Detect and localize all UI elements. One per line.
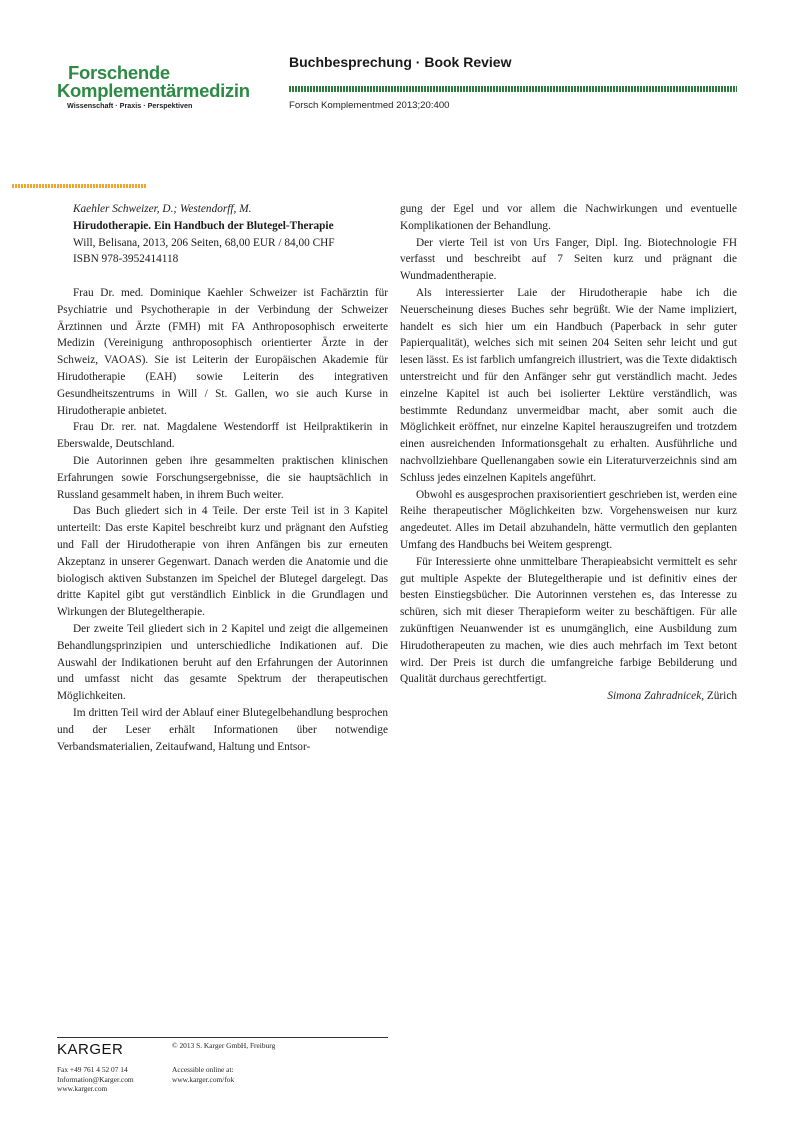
journal-logo-line2: Komplementärmedizin (57, 80, 250, 101)
paragraph: Der vierte Teil ist von Urs Fanger, Dipl. Ing. Biotechnologie FH verfasst und beschreibt auf 7 Seiten kurz und prägnant die Wundmadentherapie. (400, 236, 737, 283)
copyright: © 2013 S. Karger GmbH, Freiburg (172, 1041, 276, 1050)
paragraph: Der zweite Teil gliedert sich in 2 Kapitel und zeigt die allgemeinen Behandlungsprinzipien und unterschiedliche Indikationen auf. Die Auswahl der Indikationen beruht auf den Erfahrungen der Autorinnen und umfasst nicht das gesamte Spektrum der therapeutischen Möglichkeiten. (57, 622, 388, 703)
paragraph: Im dritten Teil wird der Ablauf einer Blutegelbehandlung besprochen und der Leser erhält Informationen über notwendige Verbandsmaterialien, Zeitaufwand, Haltung und Entsor- (57, 706, 388, 753)
paragraph: Obwohl es ausgesprochen praxisorientiert geschrieben ist, werden eine Reihe therapeutischer Möglichkeiten bzw. Vorgehensweisen nur kurz angedeutet. Alles im Detail abzuhandeln, hätte vermutlich den geplanten Umfang des Handbuchs bei Weitem gesprengt. (400, 488, 737, 551)
paragraph: Frau Dr. med. Dominique Kaehler Schweizer ist Fachärztin für Psychiatrie und Psychotherapie in der Verbindung der Schweizer Ärztinnen und Ärzte (FMH) mit FA Anthroposophisch erweiterte Medizin (Vereinigung anthroposophisch orientierter Ärzte in der Schweiz, VAOAS). Sie ist Leiterin der Europäischen Akademie für Hirudotherapie (EAH) sowie Leiterin des integrativen Gesundheitszentrums in Will / St. Gallen, wo sie auch Kurse in Hirudotherapie anbietet. (57, 286, 388, 417)
accessible-url-link[interactable]: www.karger.com/fok (172, 1074, 235, 1084)
publisher-logo: KARGER (57, 1041, 124, 1058)
section-title: Buchbesprechung · Book Review (289, 54, 512, 70)
footer-rule (57, 1037, 388, 1038)
journal-citation: Forsch Komplementmed 2013;20:400 (289, 100, 450, 111)
paragraph: Die Autorinnen geben ihre gesammelten praktischen klinischen Erfahrungen sowie Forschungsergebnisse, die sie hauptsächlich in Russland gesammelt haben, in ihrem Buch weiter. (57, 454, 388, 501)
book-title: Hirudotherapie. Ein Handbuch der Blutegel-Therapie (73, 219, 334, 232)
reviewer-name: Simona Zahradnicek, (607, 690, 705, 703)
book-reference (57, 201, 388, 268)
paragraph-continuation: gung der Egel und vor allem die Nachwirkungen und eventuelle Komplikationen der Behandlung. (400, 203, 737, 232)
paragraph: Frau Dr. rer. nat. Magdalene Westendorff ist Heilpraktikerin in Eberswalde, Deutschland. (57, 421, 388, 451)
reviewer-place: Zürich (706, 690, 737, 703)
book-isbn: ISBN 978-3952414118 (73, 253, 179, 266)
book-authors: Kaehler Schweizer, D.; Westendorff, M. (73, 203, 252, 215)
reviewer-signature (400, 688, 737, 705)
email-link[interactable]: Information@Karger.com (57, 1074, 134, 1084)
paragraph: Das Buch gliedert sich in 4 Teile. Der erste Teil ist in 3 Kapitel unterteilt: Das erste Kapitel beschreibt kurz und prägnant den Aufstieg und Fall der Hirudotherapie von ihren Anfängen bis zur erneuten Akzeptanz in unserer Gegenwart. Danach werden die Anatomie und die biologisch aktiven Substanzen im Speichel der Blutegel dargelegt. Das dritte Kapitel gibt gut verständlich Einblick in die Grundlagen und Wirkungen der Blutegeltherapie. (57, 505, 388, 619)
journal-logo-line1: Forschende (68, 62, 170, 83)
left-column (57, 201, 388, 755)
paragraph: Für Interessierte ohne unmittelbare Therapieabsicht vermittelt es sehr gut multiple Aspekte der Blutegeltherapie und ist definitiv eines der besten Einstiegsbücher. Die Autorinnen verstehen es, das Interesse zu schüren, sich mit dieser Therapieform weiter zu beschäftigen. Für alle zukünftigen Neuanwender ist es unumgänglich, eine Ausbildung zum Hirudotherapeuten zu machen, wie dies auch mehrfach im Text betont wird. Der Preis ist durch die umfangreiche farbige Bebilderung und Qualität durchaus gerechtfertigt. (400, 555, 737, 686)
book-publisher: Will, Belisana, 2013, 206 Seiten, 68,00 EUR / 84,00 CHF (73, 236, 335, 249)
publisher-contact (57, 1065, 134, 1094)
accent-rule (12, 184, 147, 188)
website-link[interactable]: www.karger.com (57, 1084, 108, 1093)
header-rule (289, 86, 737, 92)
online-access (172, 1065, 234, 1084)
fax-number: Fax +49 761 4 52 07 14 (57, 1065, 128, 1074)
journal-logo-subtitle: Wissenschaft · Praxis · Perspektiven (67, 101, 193, 110)
right-column (400, 201, 737, 705)
accessible-label: Accessible online at: (172, 1065, 234, 1074)
paragraph: Als interessierter Laie der Hirudotherapie habe ich die Neuerscheinung dieses Buches sehr begrüßt. Wie der Name impliziert, handelt es sich hier um ein Handbuch (Paperback in sehr guter Papierqualität), welches sich mit seinen 204 Seiten sehr leicht und gut lesen lässt. Es ist farblich umfangreich illustriert, was die Texte didaktisch unterstreicht und für den Anfänger sehr gut verständlich macht. Jedes einzelne Kapitel ist auch bei isolierter Lektüre verständlich, was bestimmte Redundanz unvermeidbar macht, aber somit auch die Möglichkeit eröffnet, nur einzelne Kapitel herauszugreifen und trotzdem einen ausreichenden Informationsgehalt zu erhalten. Ausführliche und nachvollziehbare Quellenangaben sowie ein Literaturverzeichnis sind am Schluss jedes einzelnen Kapitels angeführt. (400, 286, 737, 484)
